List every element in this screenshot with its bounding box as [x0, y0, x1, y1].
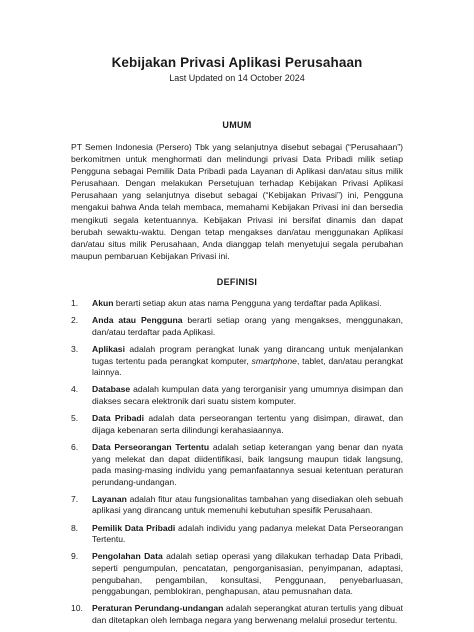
definition-term: Aplikasi [92, 343, 125, 354]
definition-term: Peraturan Perundang-undangan [92, 603, 224, 614]
definition-term: Akun [92, 298, 114, 308]
definition-item [71, 523, 403, 546]
definition-term: Data Pribadi [92, 413, 145, 424]
section-heading-definisi: DEFINISI [216, 277, 258, 287]
definition-text: adalah kumpulan data yang terorganisir yang umumnya disimpan dan diakses secara elektronik dari suatu sistem komputer. [92, 384, 403, 406]
definition-text: berarti setiap akun atas nama Pengguna yang terdaftar pada Aplikasi. [113, 298, 382, 308]
definition-item [71, 442, 403, 488]
definition-item [71, 494, 403, 517]
definition-term: Database [92, 384, 131, 395]
umum-paragraph: PT Semen Indonesia (Persero) Tbk yang selanjutnya disebut sebagai (“Perusahaan”) berkomitmen untuk menghormati dan melindungi privasi Data Pribadi milik setiap Pengguna sebagai Pemilik Data Pribadi pada Layanan di Aplikasi dan/atau situs milik Perusahaan. Dengan melakukan Persetujuan terhadap Kebijakan Privasi Aplikasi Perusahaan yang selanjutnya disebut sebagai (“Kebijakan Privasi”) ini, Pengguna mengakui bahwa Anda telah membaca, memahami Kebijakan Privasi ini dan bersedia mengikuti segala ketentuannya. Kebijakan Privasi ini bersifat dinamis dan dapat berubah sewaktu-waktu. Dengan tetap mengakses dan/atau menggunakan Aplikasi dan/atau situs milik Perusahaan, Anda dianggap telah menyetujui segala perubahan maupun pembaruan Kebijakan Privasi ini. [71, 142, 403, 261]
definition-text-italic: smartphone [251, 355, 297, 366]
definition-text: adalah fitur atau fungsionalitas tambahan yang disediakan oleh sebuah aplikasi yang dirancang untuk memenuhi kebutuhan spesifik Perusahaan. [92, 493, 403, 516]
definition-number: 8. [71, 522, 79, 533]
definition-number: 2. [71, 315, 79, 326]
definition-term: Pemilik Data Pribadi [92, 522, 176, 533]
definition-number: 10. [71, 603, 83, 614]
definition-text: adalah program perangkat lunak yang dirancang untuk menjalankan tugas tertentu pada perangkat komputer, [92, 343, 403, 366]
definition-item [71, 344, 403, 379]
definition-list [71, 298, 403, 632]
definition-term: Anda atau Pengguna [92, 315, 183, 326]
definition-item [71, 315, 403, 338]
section-heading-umum: UMUM [222, 120, 252, 130]
definition-number: 6. [71, 441, 79, 452]
definition-item [71, 384, 403, 407]
definition-text: adalah setiap operasi yang dilakukan terhadap Data Pribadi, seperti pengumpulan, pencatatan, pengorganisasian, penyimpanan, adaptasi, pengubahan, pengambilan, konsultasi, Penggunaan, penyebarluasan, penggabungan, pemblokiran, penghapusan, atau pemusnahan data. [92, 551, 403, 597]
definition-number: 5. [71, 413, 79, 424]
document-title: Kebijakan Privasi Aplikasi Perusahaan [111, 55, 363, 70]
definition-number: 3. [71, 343, 79, 354]
definition-number: 4. [71, 384, 79, 395]
definition-text: adalah seperangkat aturan tertulis yang dibuat dan ditetapkan oleh lembaga negara yang berwenang melalui prosedur tertentu. [92, 603, 403, 625]
definition-item [71, 603, 403, 626]
definition-term: Pengolahan Data [92, 551, 163, 562]
definition-term: Layanan [92, 493, 127, 504]
definition-text: adalah setiap keterangan yang benar dan nyata yang melekat dan dapat diidentifikasi, baik langsung maupun tidak langsung, pada masing-masing individu yang pemanfaatannya sesuai ketentuan peraturan perundang-undangan. [92, 441, 403, 487]
last-updated: Last Updated on 14 October 2024 [169, 73, 305, 83]
definition-number: 7. [71, 493, 79, 504]
definition-text: adalah individu yang padanya melekat Data Perseorangan Tertentu. [92, 522, 403, 545]
definition-item [71, 298, 403, 310]
definition-number: 1. [71, 298, 79, 308]
definition-item [71, 413, 403, 436]
definition-number: 9. [71, 551, 79, 562]
definition-text: adalah data perseorangan tertentu yang disimpan, dirawat, dan dijaga kebenaran serta dilindungi kerahasiaannya. [92, 413, 403, 435]
definition-term: Data Perseorangan Tertentu [92, 441, 210, 452]
definition-text: berarti setiap orang yang mengakses, menggunakan, dan/atau terdaftar pada Aplikasi. [92, 315, 403, 337]
definition-item [71, 551, 403, 597]
definition-text: , tablet, dan/atau perangkat lainnya. [92, 355, 403, 378]
